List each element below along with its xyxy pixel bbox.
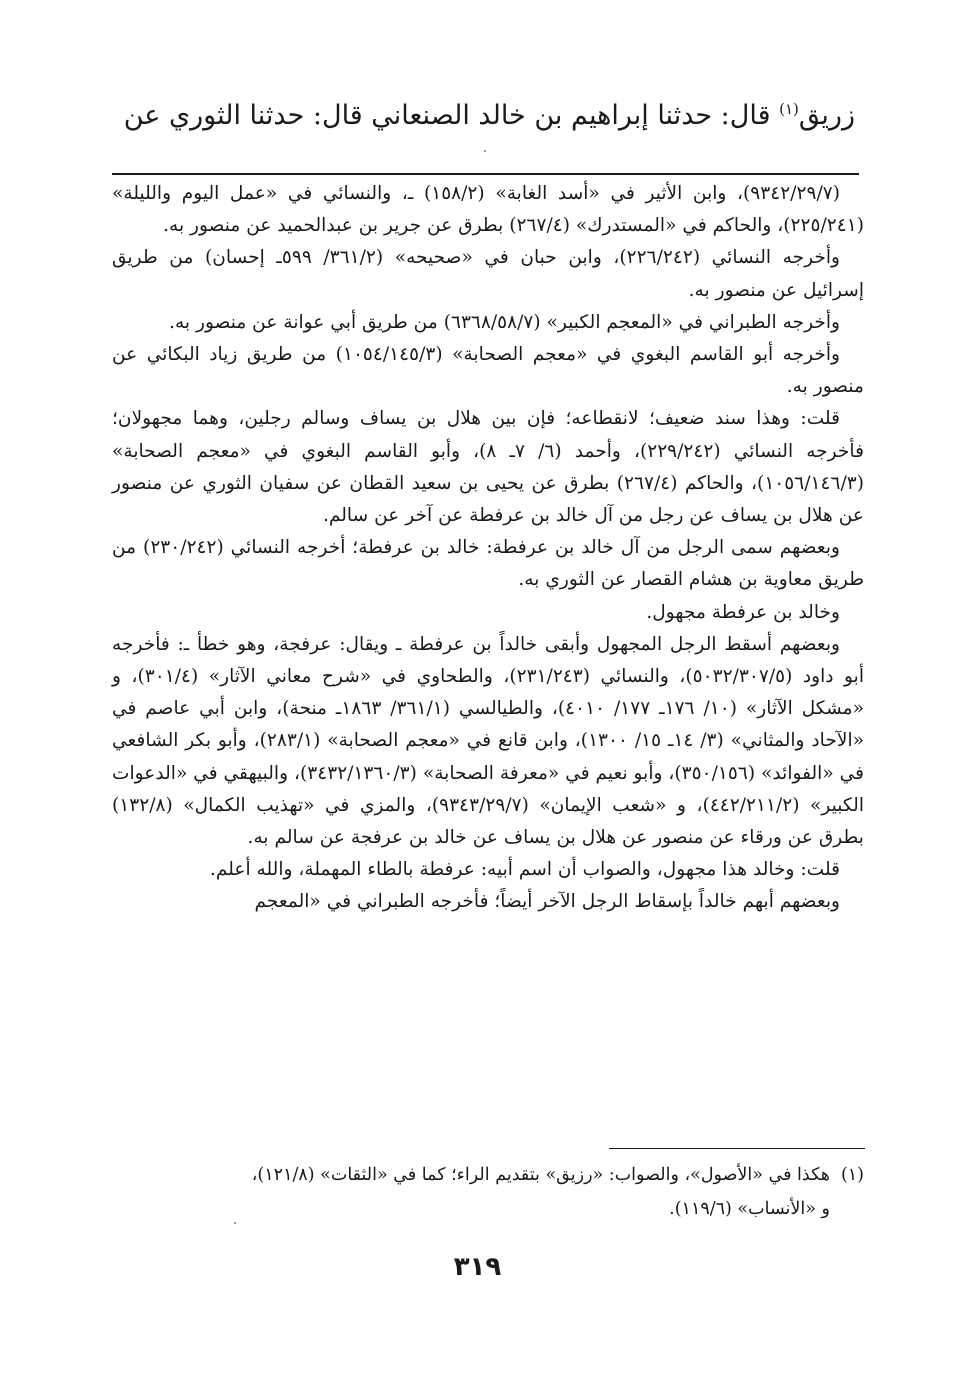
commentary-block [112, 178, 864, 919]
commentary-paragraph: وأخرجه الطبراني في «المعجم الكبير» (٦٣٦٨/٥٨/٧) من طريق أبي عوانة عن منصور به. [169, 311, 840, 333]
page-number: ٣١٩ [453, 1252, 502, 1282]
footnote-line [112, 1158, 864, 1192]
footnote-line-continued: و «الأنساب» (١١٩/٦). [669, 1199, 830, 1219]
separator-rule [112, 173, 859, 175]
footnote-separator [609, 1148, 865, 1149]
scan-speck [484, 150, 486, 152]
commentary-paragraph: قلت: وخالد هذا مجهول، والصواب أن اسم أبيه: عرفطة بالطاء المهملة، والله أعلم. [209, 859, 840, 881]
footnote [112, 1158, 864, 1226]
commentary-paragraph: (٩٣٤٢/٢٩/٧)، وابن الأثير في «أسد الغابة» (١٥٨/٢) ـ، والنسائي في «عمل اليوم والليلة» (٢٢٥/٢٤١)، والحاكم في «المستدرك» (٢٦٧/٤) بطرق عن جرير بن عبدالحميد عن منصور به. [112, 183, 864, 237]
footnote-reference-marker[interactable]: (١) [779, 100, 799, 118]
commentary-paragraph: وأخرجه أبو القاسم البغوي في «معجم الصحابة» (١٠٥٤/١٤٥/٣) من طريق زياد البكائي عن منصور به. [112, 344, 864, 398]
commentary-paragraph: قلت: وهذا سند ضعيف؛ لانقطاعه؛ فإن بين هلال بن يساف وسالم رجلين، وهما مجهولان؛ فأخرجه النسائي (٢٢٩/٢٤٢)، وأحمد (٦/ ٧ـ ٨)، وأبو القاسم البغوي في «معجم الصحابة» (١٠٥٦/١٤٦/٣)، والحاكم (٢٦٧/٤) بطرق عن يحيى بن سعيد القطان عن سفيان الثوري عن منصور عن هلال بن يساف عن رجل من آل خالد بن عرفطة عن آخر عن سالم. [112, 408, 865, 527]
commentary-paragraph: وأخرجه النسائي (٢٢٦/٢٤٢)، وابن حبان في «صحيحه» (٣٦١/٢/ ٥٩٩ـ إحسان) من طريق إسرائيل عن منصور به. [112, 247, 864, 301]
commentary-paragraph: وبعضهم سمى الرجل من آل خالد بن عرفطة: خالد بن عرفطة؛ أخرجه النسائي (٢٣٠/٢٤٢) من طريق معاوية بن هشام القصار عن الثوري به. [112, 537, 864, 591]
footnote-number: (١) [840, 1165, 864, 1185]
scan-speck [234, 1222, 236, 1224]
commentary-paragraph: وبعضهم أسقط الرجل المجهول وأبقى خالداً بن عرفطة ـ ويقال: عرفجة، وهو خطأ ـ: فأخرجه أبو داود (٥٠٣٢/٣٠٧/٥)، والنسائي (٢٣١/٢٤٣)، والطحاوي في «شرح معاني الآثار» (٣٠١/٤)، و «مشكل الآثار» (١٠/ ١٧٦ـ ١٧٧/ ٤٠١٠)، والطيالسي (٣٦١/١/ ١٨٦٣ـ منحة)، وابن أبي عاصم في «الآحاد والمثاني» (٣/ ١٤ـ ١٥/ ١٣٠٠)، وابن قانع في «معجم الصحابة» (٢٨٣/١)، وأبو بكر الشافعي في «الفوائد» (٣٥٠/١٥٦)، وأبو نعيم في «معرفة الصحابة» (٣٤٣٢/١٣٦٠/٣)، والبيهقي في «الدعوات الكبير» (٤٤٢/٢١١/٢)، و «شعب الإيمان» (٩٣٤٣/٢٩/٧)، والمزي في «تهذيب الكمال» (١٣٢/٨) بطرق عن ورقاء عن منصور عن هلال بن يساف عن خالد بن عرفجة عن سالم به. [112, 633, 865, 849]
commentary-paragraph: وبعضهم أبهم خالداً بإسقاط الرجل الآخر أيضاً؛ فأخرجه الطبراني في «المعجم [254, 891, 840, 913]
commentary-paragraph: وخالد بن عرفطة مجهول. [646, 601, 840, 623]
main-text-end: قال: حدثنا إبراهيم بن خالد الصنعاني قال: حدثنا الثوري عن [123, 100, 780, 131]
footnote-text: هكذا في «الأصول»، والصواب: «رزيق» بتقديم الراء؛ كما في «الثقات» (١٢١/٨)، [251, 1165, 830, 1185]
main-text-start: زريق [798, 100, 855, 131]
main-text-line [100, 92, 855, 140]
